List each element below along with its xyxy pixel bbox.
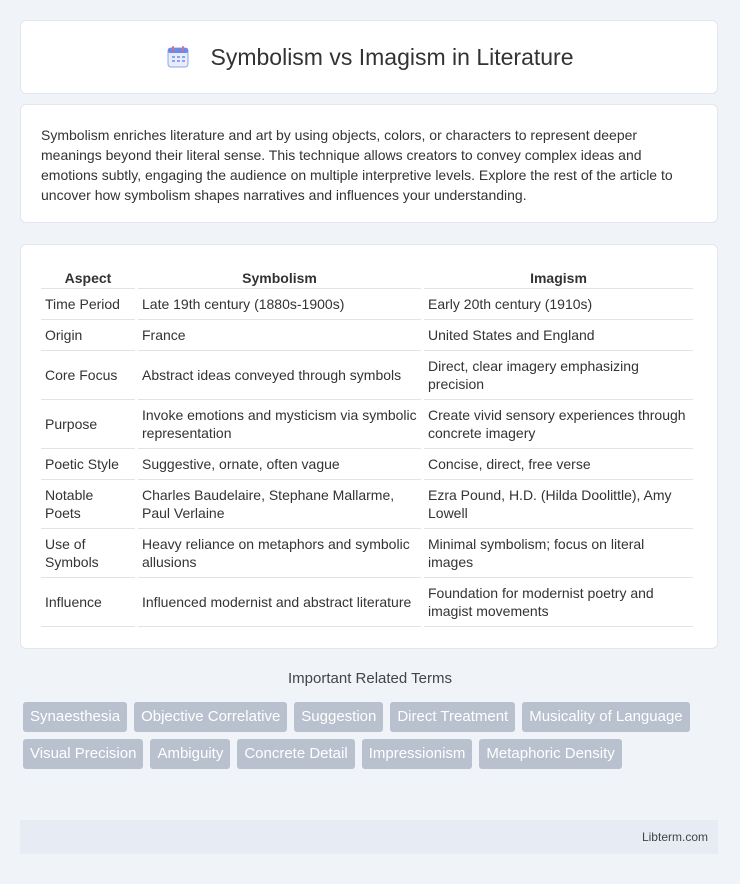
symbolism-cell: Suggestive, ornate, often vague <box>138 449 421 480</box>
footer <box>20 820 718 854</box>
symbolism-cell: Abstract ideas conveyed through symbols <box>138 351 421 400</box>
symbolism-cell: Late 19th century (1880s-1900s) <box>138 289 421 320</box>
intro-card <box>20 104 718 223</box>
related-term-tag[interactable]: Direct Treatment <box>390 702 515 732</box>
imagism-cell: Ezra Pound, H.D. (Hilda Doolittle), Amy Lowell <box>424 480 693 529</box>
aspect-cell: Influence <box>41 578 135 627</box>
table-row <box>41 529 693 578</box>
aspect-cell: Time Period <box>41 289 135 320</box>
table-row <box>41 320 693 351</box>
related-term-tag[interactable]: Ambiguity <box>150 739 230 769</box>
imagism-cell: Early 20th century (1910s) <box>424 289 693 320</box>
imagism-cell: Concise, direct, free verse <box>424 449 693 480</box>
symbolism-cell: France <box>138 320 421 351</box>
symbolism-cell: Influenced modernist and abstract literature <box>138 578 421 627</box>
aspect-cell: Poetic Style <box>41 449 135 480</box>
table-row <box>41 289 693 320</box>
table-row <box>41 400 693 449</box>
symbolism-cell: Charles Baudelaire, Stephane Mallarme, Paul Verlaine <box>138 480 421 529</box>
column-header: Aspect <box>41 265 135 289</box>
table-header-row <box>41 265 693 289</box>
symbolism-cell: Heavy reliance on metaphors and symbolic allusions <box>138 529 421 578</box>
related-terms-title: Important Related Terms <box>288 670 452 687</box>
related-term-tag[interactable]: Musicality of Language <box>522 702 689 732</box>
imagism-cell: Create vivid sensory experiences through concrete imagery <box>424 400 693 449</box>
aspect-cell: Origin <box>41 320 135 351</box>
related-terms-list <box>23 702 723 769</box>
calendar-icon <box>165 44 191 70</box>
imagism-cell: Foundation for modernist poetry and imagist movements <box>424 578 693 627</box>
related-term-tag[interactable]: Objective Correlative <box>134 702 287 732</box>
aspect-cell: Notable Poets <box>41 480 135 529</box>
imagism-cell: United States and England <box>424 320 693 351</box>
comparison-table <box>38 265 696 627</box>
intro-text: Symbolism enriches literature and art by using objects, colors, or characters to represent deeper meanings beyond their literal sense. This technique allows creators to convey complex ideas and emotions subtly, engaging the audience on multiple interpretive levels. Explore the rest of the article to uncover how symbolism shapes narratives and influences your understanding. <box>41 127 673 203</box>
aspect-cell: Core Focus <box>41 351 135 400</box>
footer-brand: Libterm.com <box>641 830 708 844</box>
related-term-tag[interactable]: Synaesthesia <box>23 702 127 732</box>
related-term-tag[interactable]: Impressionism <box>362 739 473 769</box>
column-header: Symbolism <box>138 265 421 289</box>
comparison-card <box>20 244 718 649</box>
related-term-tag[interactable]: Concrete Detail <box>237 739 354 769</box>
table-row <box>41 578 693 627</box>
table-row <box>41 480 693 529</box>
imagism-cell: Minimal symbolism; focus on literal images <box>424 529 693 578</box>
page-title: Symbolism vs Imagism in Literature <box>210 43 574 70</box>
header-card <box>20 20 718 94</box>
related-term-tag[interactable]: Visual Precision <box>23 739 143 769</box>
symbolism-cell: Invoke emotions and mysticism via symbolic representation <box>138 400 421 449</box>
imagism-cell: Direct, clear imagery emphasizing precision <box>424 351 693 400</box>
aspect-cell: Use of Symbols <box>41 529 135 578</box>
aspect-cell: Purpose <box>41 400 135 449</box>
table-row <box>41 351 693 400</box>
table-row <box>41 449 693 480</box>
related-term-tag[interactable]: Metaphoric Density <box>479 739 621 769</box>
related-term-tag[interactable]: Suggestion <box>294 702 383 732</box>
column-header: Imagism <box>424 265 693 289</box>
